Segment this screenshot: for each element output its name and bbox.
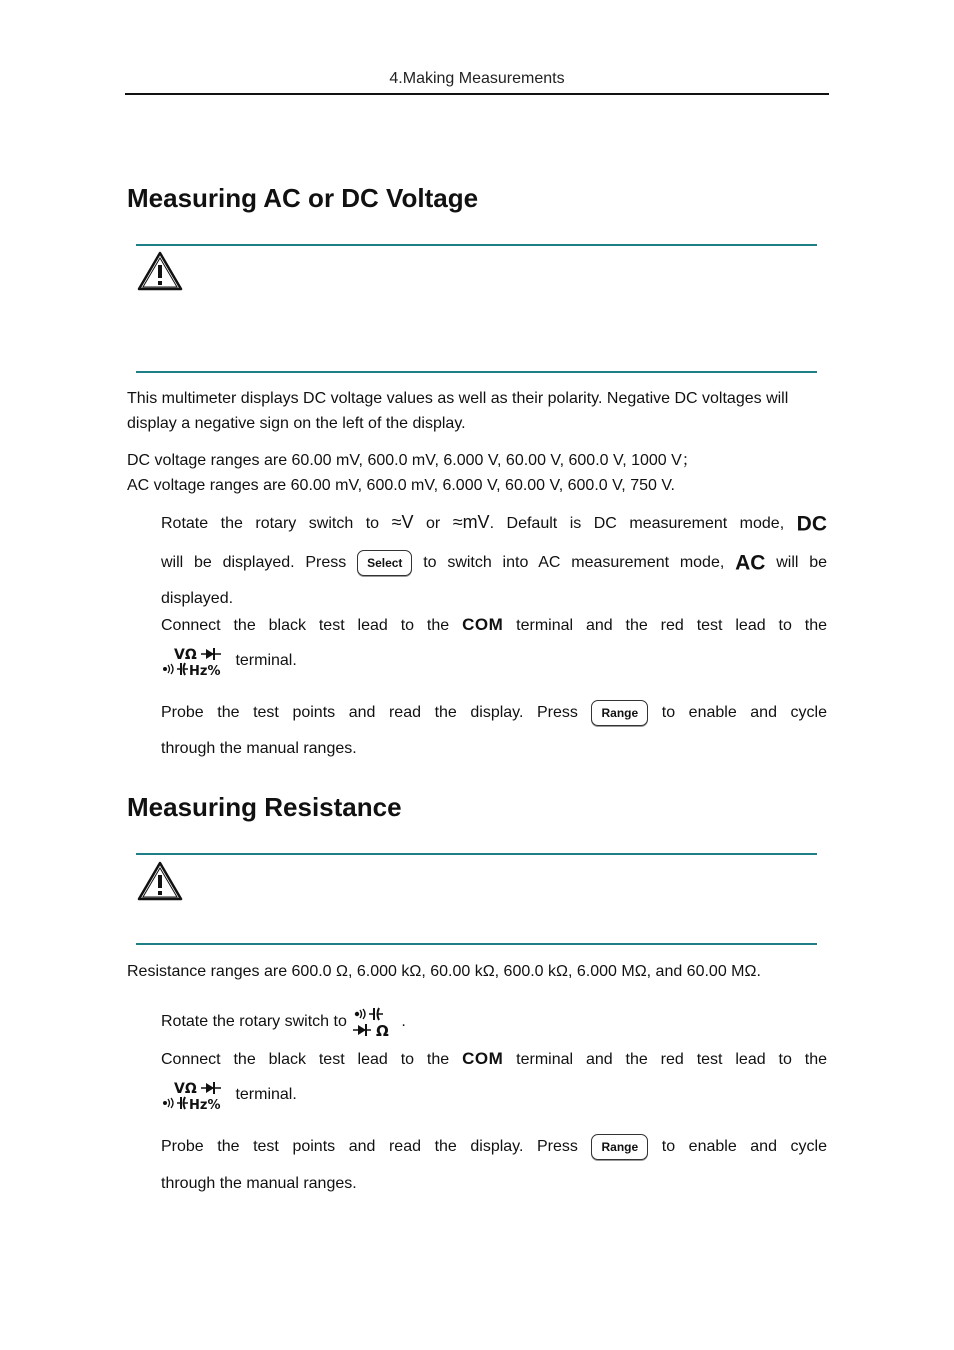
- text: terminal.: [235, 652, 297, 670]
- voltage-intro: This multimeter displays DC voltage values as well as their polarity. Negative DC voltages will display a negative sign on the left of the display.: [127, 390, 789, 432]
- warning-triangle-icon: [136, 250, 184, 292]
- text: to enable and cycle: [661, 704, 827, 722]
- header-rule: [125, 93, 829, 95]
- ac-dc-mv-symbol: ≈mV: [452, 512, 490, 532]
- text: to switch into AC measurement mode,: [423, 554, 725, 572]
- section-title-resistance: Measuring Resistance: [127, 792, 402, 822]
- text: Connect the black test lead to the: [161, 617, 450, 634]
- resistance-step3-line1: [161, 1134, 827, 1160]
- voltage-step1-line3: displayed.: [161, 590, 234, 607]
- dc-ranges: DC voltage ranges are 60.00 mV, 600.0 mV, 6.000 V, 60.00 V, 600.0 V, 1000 V；: [127, 452, 698, 469]
- text: Rotate the rotary switch to: [161, 1013, 347, 1031]
- text: Rotate the rotary switch to: [161, 515, 380, 532]
- running-header: 4.Making Measurements: [389, 70, 565, 87]
- resistance-step2-line1: [161, 1046, 827, 1072]
- ac-dc-v-symbol: ≈V: [391, 512, 414, 532]
- voltage-step1-line2: [161, 550, 827, 576]
- text: terminal and the red test lead to the: [516, 1051, 828, 1068]
- text: will be: [776, 554, 827, 572]
- warning-box-bottom-rule: [136, 371, 817, 373]
- text: or: [425, 515, 441, 532]
- terminal-bottom-text: Hz%: [189, 664, 221, 677]
- text: Connect the black test lead to the: [161, 1051, 450, 1068]
- section-title-voltage: Measuring AC or DC Voltage: [127, 183, 479, 213]
- range-key: Range: [591, 1134, 648, 1160]
- voltage-step1-line1: [161, 510, 827, 536]
- resistance-step1: [161, 1006, 827, 1038]
- range-key: Range: [591, 700, 648, 726]
- text: .: [401, 1013, 406, 1031]
- terminal-top-text: VΩ: [174, 1081, 197, 1097]
- warning-box-bottom-rule: [136, 943, 817, 945]
- text: terminal and the red test lead to the: [516, 617, 828, 634]
- text: to enable and cycle: [661, 1138, 827, 1156]
- terminal-top-text: VΩ: [174, 647, 197, 663]
- voltage-step3-line1: [161, 700, 827, 726]
- com-terminal-label: COM: [462, 615, 504, 634]
- warning-box-top-rule: [136, 244, 817, 246]
- terminal-symbol-icon: [161, 1079, 231, 1111]
- text: Probe the test points and read the display. Press: [161, 704, 578, 722]
- voltage-step3-line2: through the manual ranges.: [161, 740, 357, 757]
- select-key: Select: [357, 550, 412, 576]
- warning-triangle-icon: [136, 860, 184, 902]
- ac-ranges: AC voltage ranges are 60.00 mV, 600.0 mV, 6.000 V, 60.00 V, 600.0 V, 750 V.: [127, 477, 675, 494]
- terminal-bottom-text: Hz%: [189, 1098, 221, 1111]
- voltage-step2-line2: [161, 645, 827, 677]
- warning-box-top-rule: [136, 853, 817, 855]
- terminal-symbol-icon: [161, 645, 231, 677]
- text: Probe the test points and read the display. Press: [161, 1138, 578, 1156]
- ac-indicator: AC: [735, 551, 766, 575]
- text: will be displayed. Press: [161, 554, 347, 572]
- resistance-step3-line2: through the manual ranges.: [161, 1175, 357, 1192]
- resistance-ranges: Resistance ranges are 600.0 Ω, 6.000 kΩ, 60.00 kΩ, 600.0 kΩ, 6.000 MΩ, and 60.00 MΩ.: [127, 963, 761, 980]
- omega-text: Ω: [376, 1022, 390, 1038]
- resistance-step2-line2: [161, 1079, 827, 1111]
- dc-indicator: DC: [796, 512, 827, 536]
- voltage-step2-line1: [161, 612, 827, 638]
- text: terminal.: [235, 1086, 297, 1104]
- rotary-switch-resistance-icon: [351, 1006, 401, 1038]
- text: . Default is DC measurement mode,: [489, 515, 785, 532]
- com-terminal-label: COM: [462, 1049, 504, 1068]
